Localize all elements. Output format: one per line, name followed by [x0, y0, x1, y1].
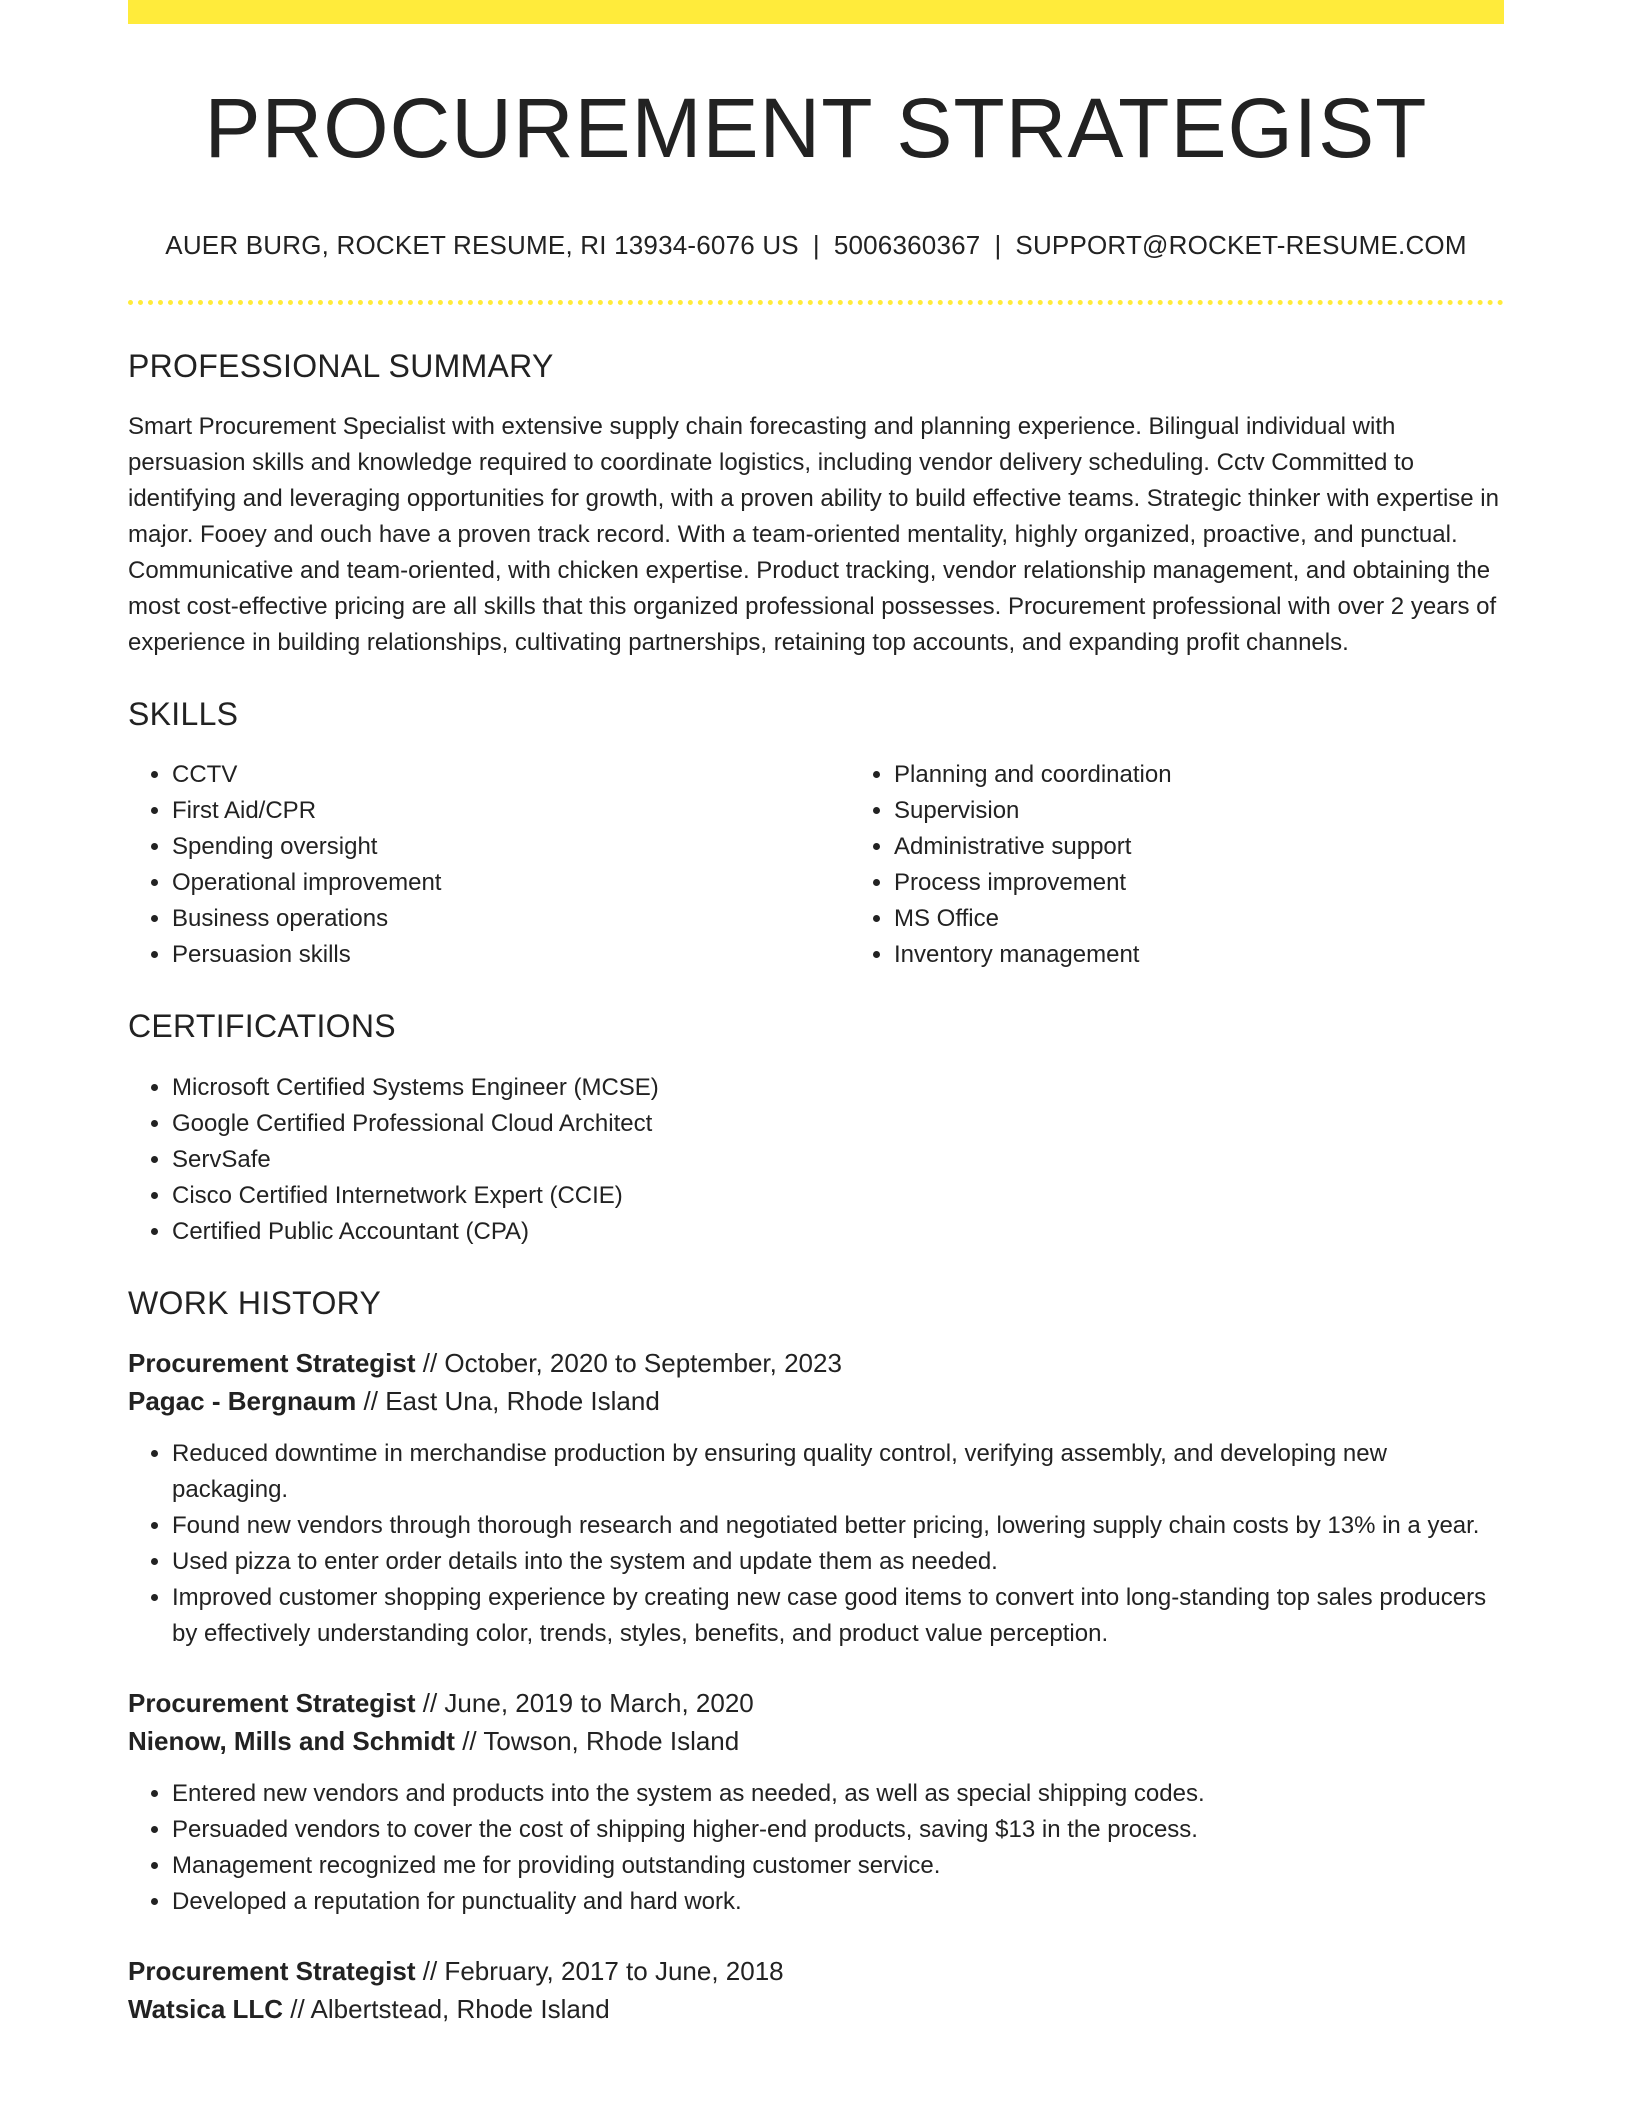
job-location: // East Una, Rhode Island: [363, 1386, 660, 1417]
job-dates: // October, 2020 to September, 2023: [422, 1348, 842, 1379]
job-bullet: • Management recognized me for providing outstanding customer service.: [172, 1848, 1504, 1884]
skills-left-list: [128, 757, 850, 973]
certification-item: • Cisco Certified Internetwork Expert (CCIE): [172, 1178, 1504, 1214]
contact-separator: |: [994, 230, 1002, 261]
job-bullet: • Entered new vendors and products into the system as needed, as well as special shipping codes.: [172, 1776, 1504, 1812]
job-company: Watsica LLC: [128, 1994, 284, 2025]
skill-item: • Planning and coordination: [894, 757, 1572, 793]
skill-item: • CCTV: [172, 757, 850, 793]
email: SUPPORT@ROCKET-RESUME.COM: [1015, 230, 1467, 261]
skill-item: • First Aid/CPR: [172, 793, 850, 829]
certification-item: • Google Certified Professional Cloud Architect: [172, 1106, 1504, 1142]
address: AUER BURG, ROCKET RESUME, RI 13934-6076 US: [165, 230, 799, 261]
skills-right-list: [850, 757, 1572, 973]
certifications-list: [128, 1070, 1504, 1250]
job-title-line: [128, 1684, 1504, 1722]
dotted-divider: [128, 300, 1504, 305]
certification-item: • Certified Public Accountant (CPA): [172, 1214, 1504, 1250]
skill-item: • MS Office: [894, 901, 1572, 937]
job-dates: // February, 2017 to June, 2018: [422, 1956, 784, 1987]
certifications-heading: CERTIFICATIONS: [128, 1008, 396, 1045]
job-company: Pagac - Bergnaum: [128, 1386, 357, 1417]
job-entry: [128, 1952, 1504, 2028]
skill-item: • Persuasion skills: [172, 937, 850, 973]
job-title: Procurement Strategist: [128, 1688, 416, 1719]
job-company-line: [128, 1382, 1504, 1420]
job-dates: // June, 2019 to March, 2020: [422, 1688, 754, 1719]
contact-separator: |: [812, 230, 820, 261]
job-title-line: [128, 1344, 1504, 1382]
job-location: // Towson, Rhode Island: [462, 1726, 740, 1757]
certification-item: • Microsoft Certified Systems Engineer (MCSE): [172, 1070, 1504, 1106]
skill-item: • Supervision: [894, 793, 1572, 829]
job-bullet: • Found new vendors through thorough research and negotiated better pricing, lowering supply chain costs by 13% in a year.: [172, 1508, 1504, 1544]
job-bullet: • Reduced downtime in merchandise production by ensuring quality control, verifying assembly, and developing new packaging.: [172, 1436, 1504, 1508]
job-title: Procurement Strategist: [128, 1956, 416, 1987]
job-title-line: [128, 1952, 1504, 1990]
job-company-line: [128, 1990, 1504, 2028]
skill-item: • Administrative support: [894, 829, 1572, 865]
job-bullets: [128, 1436, 1504, 1652]
job-entry: [128, 1684, 1504, 1920]
skill-item: • Business operations: [172, 901, 850, 937]
job-location: // Albertstead, Rhode Island: [290, 1994, 610, 2025]
skill-item: • Process improvement: [894, 865, 1572, 901]
resume-title: PROCUREMENT STRATEGIST: [204, 81, 1428, 175]
skill-item: • Inventory management: [894, 937, 1572, 973]
work-history-heading: WORK HISTORY: [128, 1284, 382, 1321]
certification-item: • ServSafe: [172, 1142, 1504, 1178]
job-company: Nienow, Mills and Schmidt: [128, 1726, 455, 1757]
summary-text: Smart Procurement Specialist with extensive supply chain forecasting and planning experience. Bilingual individual with persuasion skills and knowledge required to coordinate logistics, including vendor delivery scheduling. Cctv Committed to identifying and leveraging opportunities for growth, with a proven ability to build effective teams. Strategic thinker with expertise in major. Fooey and ouch have a proven track record. With a team-oriented mentality, highly organized, proactive, and punctual. Communicative and team-oriented, with chicken expertise. Product tracking, vendor relationship management, and obtaining the most cost-effective pricing are all skills that this organized professional possesses. Procurement professional with over 2 years of experience in building relationships, cultivating partnerships, retaining top accounts, and expanding profit channels.: [128, 412, 1499, 656]
contact-line: [128, 230, 1504, 261]
skills-columns: [128, 757, 1504, 973]
job-bullet: • Improved customer shopping experience by creating new case good items to convert into long-standing top sales producers by effectively understanding color, trends, styles, benefits, and product value perception.: [172, 1580, 1504, 1652]
job-bullet: • Persuaded vendors to cover the cost of shipping higher-end products, saving $13 in the process.: [172, 1812, 1504, 1848]
phone: 5006360367: [833, 230, 981, 261]
skill-item: • Operational improvement: [172, 865, 850, 901]
resume-page: [128, 0, 1504, 2028]
summary-heading: PROFESSIONAL SUMMARY: [128, 347, 554, 384]
skill-item: • Spending oversight: [172, 829, 850, 865]
job-bullets: [128, 1776, 1504, 1920]
job-company-line: [128, 1722, 1504, 1760]
job-bullet: • Used pizza to enter order details into the system and update them as needed.: [172, 1544, 1504, 1580]
work-history: [128, 1344, 1504, 2028]
job-entry: [128, 1344, 1504, 1652]
top-accent-bar: [128, 0, 1504, 24]
job-bullet: • Developed a reputation for punctuality and hard work.: [172, 1884, 1504, 1920]
skills-heading: SKILLS: [128, 695, 239, 732]
job-title: Procurement Strategist: [128, 1348, 416, 1379]
